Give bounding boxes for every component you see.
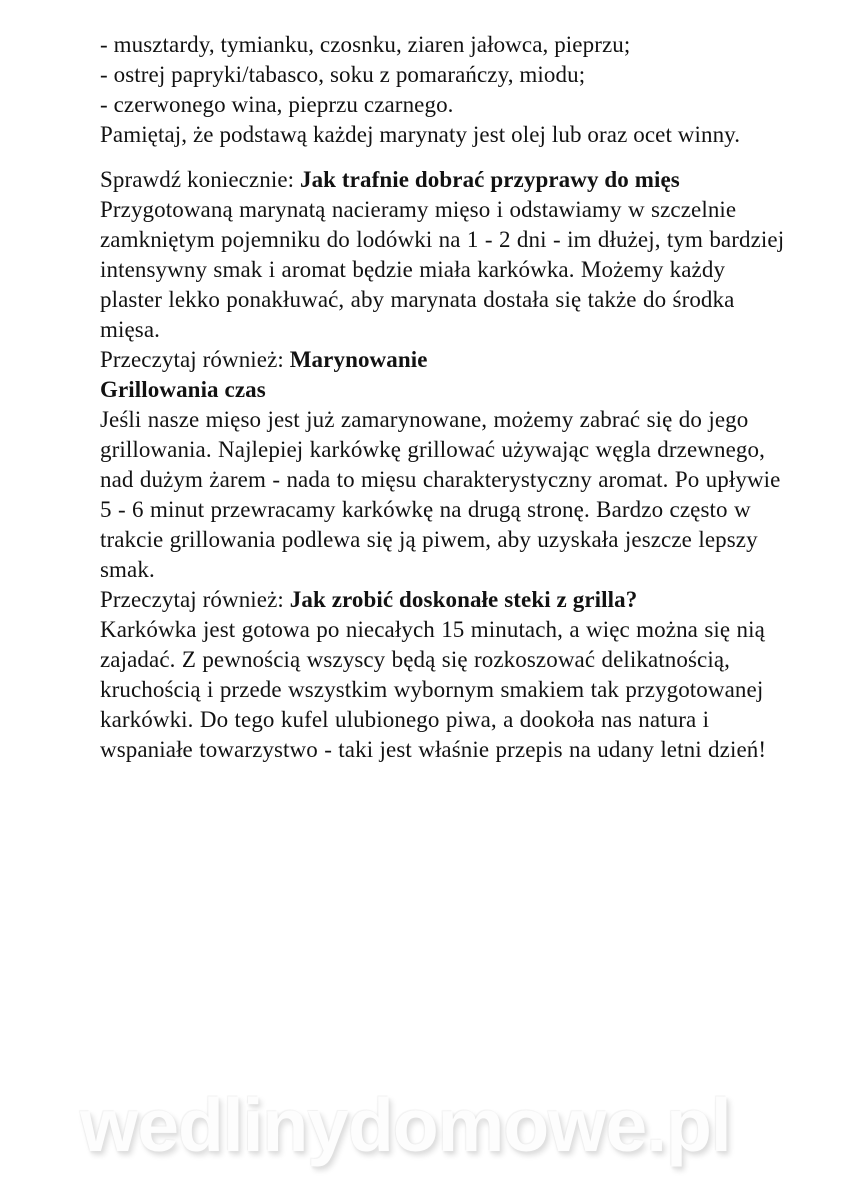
read-also-link-2: Jak zrobić doskonałe steki z grilla?: [289, 587, 638, 612]
read-also-line-2: [100, 585, 788, 615]
check-line: [100, 165, 788, 195]
read-also-prefix-1: Przeczytaj również:: [100, 347, 290, 372]
section-heading-grilling-time: Grillowania czas: [100, 377, 266, 402]
check-prefix: Sprawdź koniecznie:: [100, 167, 300, 192]
final-paragraph: Karkówka jest gotowa po niecałych 15 minutach, a więc można się nią zajadać. Z pewnością wszyscy będą się rozkoszować delikatnością, kruchością i przede wszystkim wybornym smakiem tak przygotowanej karkówki. Do tego kufel ulubionego piwa, a dookoła nas natura i wspaniałe towarzystwo - taki jest właśnie przepis na udany letni dzień!: [100, 617, 767, 762]
marinade-paragraph: Przygotowaną marynatą nacieramy mięso i odstawiamy w szczelnie zamkniętym pojemniku do lodówki na 1 - 2 dni - im dłużej, tym bardziej intensywny smak i aromat będzie miała karkówka. Możemy każdy plaster lekko ponakłuwać, aby marynata dostała się także do środka mięsa.: [100, 197, 785, 342]
document-text-block: [100, 30, 788, 765]
paragraph-gap: [100, 150, 788, 165]
grilling-paragraph: Jeśli nasze mięso jest już zamarynowane, możemy zabrać się do jego grillowania. Najlepiej karkówkę grillować używając węgla drzewnego, nad dużym żarem - nada to mięsu charakterystyczny aromat. Po upływie 5 - 6 minut przewracamy karkówkę na drugą stronę. Bardzo często w trakcie grillowania podlewa się ją piwem, aby uzyskała jeszcze lepszy smak.: [100, 407, 781, 582]
read-also-link-1: Marynowanie: [289, 347, 428, 372]
watermark-wedlinydomowe: wedlinydomowe.pl: [80, 1083, 731, 1167]
list-item-wine: - czerwonego wina, pieprzu czarnego.: [100, 92, 454, 117]
list-item-mustard: - musztardy, tymianku, czosnku, ziaren jałowca, pieprzu;: [100, 32, 631, 57]
note-line: Pamiętaj, że podstawą każdej marynaty jest olej lub oraz ocet winny.: [100, 122, 741, 147]
read-also-line-1: [100, 345, 788, 375]
read-also-prefix-2: Przeczytaj również:: [100, 587, 290, 612]
check-link-title: Jak trafnie dobrać przyprawy do mięs: [299, 167, 680, 192]
list-item-paprika: - ostrej papryki/tabasco, soku z pomarańczy, miodu;: [100, 62, 586, 87]
